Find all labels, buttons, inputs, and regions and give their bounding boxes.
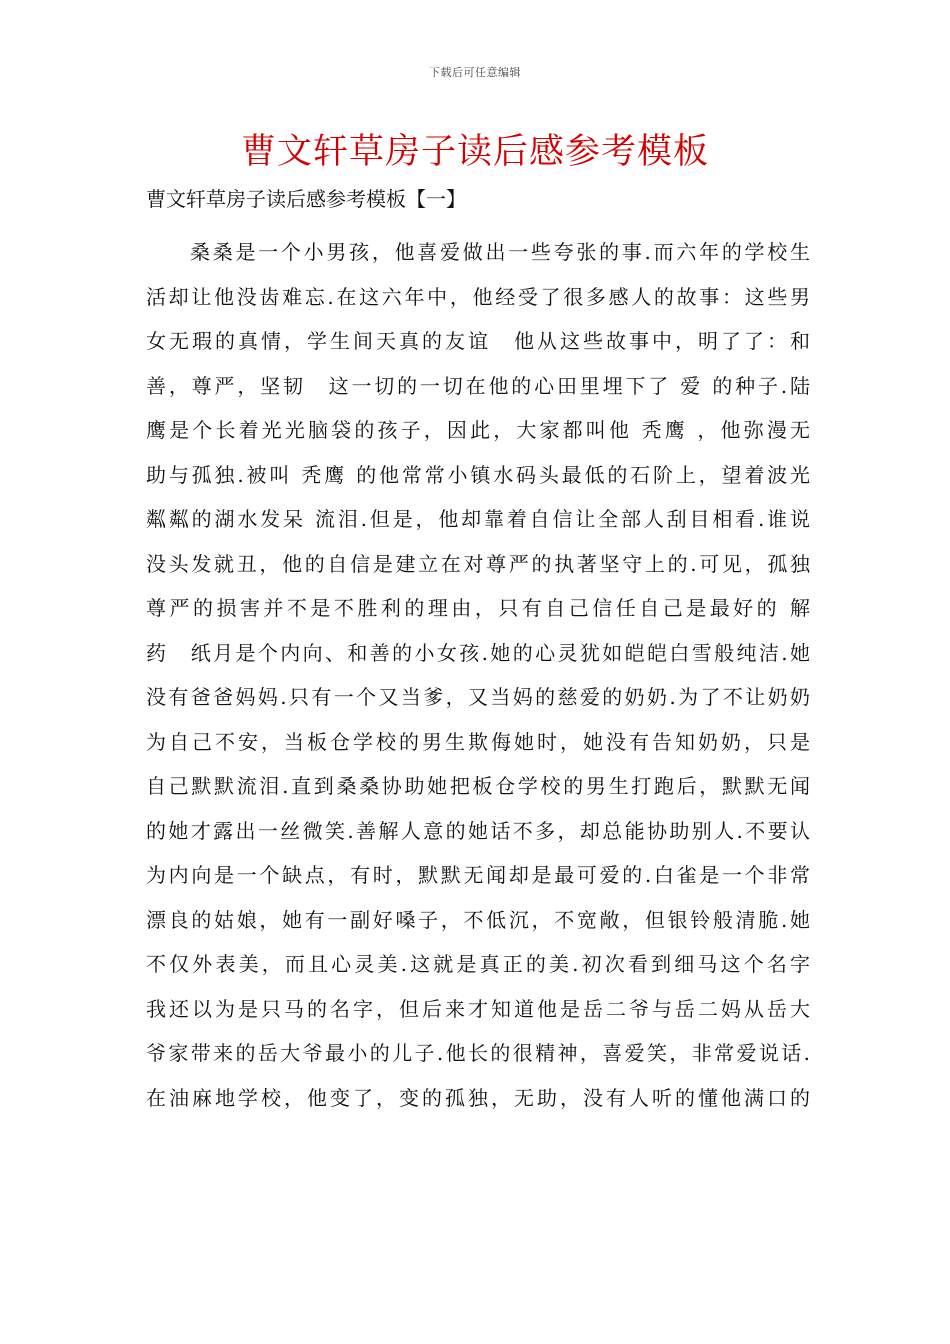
body-line: 尊严的损害并不是不胜利的理由，只有自己信任自己是最好的 解 (146, 596, 810, 620)
body-text (146, 230, 810, 1120)
body-line: 女无瑕的真情，学生间天真的友谊 他从这些故事中，明了了：和 (146, 329, 810, 353)
body-line: 善，尊严，坚韧 这一切的一切在他的心田里埋下了 爱 的种子.陆 (146, 373, 810, 398)
body-line: 没有爸爸妈妈.只有一个又当爹，又当妈的慈爱的奶奶.为了不让奶奶 (146, 685, 810, 709)
body-line: 自己默默流泪.直到桑桑协助她把板仓学校的男生打跑后，默默无闻 (146, 774, 810, 798)
body-line: 漂良的姑娘，她有一副好嗓子，不低沉，不宽敞，但银铃般清脆.她 (146, 907, 810, 932)
body-line: 爷家带来的岳大爷最小的儿子.他长的很精神，喜爱笑，非常爱说话. (146, 1041, 810, 1065)
body-line: 粼粼的湖水发呆 流泪.但是，他却靠着自信让全部人刮目相看.谁说 (146, 507, 810, 531)
body-line: 药 纸月是个内向、和善的小女孩.她的心灵犹如皑皑白雪般纯洁.她 (146, 640, 810, 665)
body-line: 鹰是个长着光光脑袋的孩子，因此，大家都叫他 秃鹰 ，他弥漫无 (146, 418, 810, 442)
body-line: 为自己不安，当板仓学校的男生欺侮她时，她没有告知奶奶，只是 (146, 729, 810, 754)
body-line: 活却让他没齿难忘.在这六年中，他经受了很多感人的故事：这些男 (146, 284, 810, 309)
header-note: 下载后可任意编辑 (429, 66, 521, 79)
section-subtitle: 曹文轩草房子读后感参考模板【一】 (146, 187, 466, 211)
body-line: 的她才露出一丝微笑.善解人意的她话不多，却总能协助别人.不要认 (146, 818, 810, 843)
body-line: 我还以为是只马的名字，但后来才知道他是岳二爷与岳二妈从岳大 (146, 996, 810, 1021)
body-line: 没头发就丑，他的自信是建立在对尊严的执著坚守上的.可见，孤独 (146, 551, 810, 576)
document-title: 曹文轩草房子读后感参考模板 (240, 132, 709, 172)
body-line: 为内向是一个缺点，有时，默默无闻却是最可爱的.白雀是一个非常 (146, 863, 810, 887)
body-line: 不仅外表美，而且心灵美.这就是真正的美.初次看到细马这个名字 (146, 952, 810, 976)
body-line: 在油麻地学校，他变了，变的孤独，无助，没有人听的懂他满口的 (146, 1085, 810, 1110)
body-line: 桑桑是一个小男孩，他喜爱做出一些夸张的事.而六年的学校生 (190, 240, 810, 264)
body-line: 助与孤独.被叫 秃鹰 的他常常小镇水码头最低的石阶上，望着波光 (146, 462, 810, 487)
